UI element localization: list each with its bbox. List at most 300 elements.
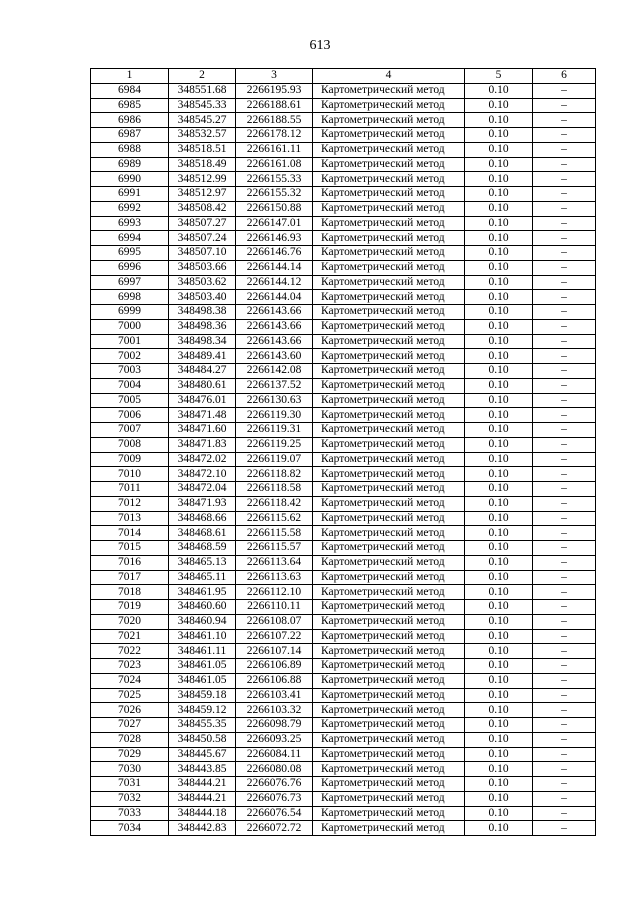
- accuracy-cell: 0.10: [465, 364, 533, 379]
- point-number-cell: 7033: [91, 806, 169, 821]
- table-row: [91, 526, 596, 541]
- method-cell: Картометрический метод: [313, 187, 465, 202]
- x-coordinate-cell: 348489.41: [169, 349, 236, 364]
- y-coordinate-cell: 2266144.14: [236, 260, 313, 275]
- x-coordinate-cell: 348445.67: [169, 747, 236, 762]
- column-header: 3: [236, 69, 313, 84]
- coordinates-table: [90, 68, 596, 836]
- point-number-cell: 6995: [91, 246, 169, 261]
- accuracy-cell: 0.10: [465, 644, 533, 659]
- accuracy-cell: 0.10: [465, 718, 533, 733]
- note-cell: –: [533, 806, 596, 821]
- x-coordinate-cell: 348471.83: [169, 437, 236, 452]
- point-number-cell: 7029: [91, 747, 169, 762]
- point-number-cell: 6991: [91, 187, 169, 202]
- table-row: [91, 747, 596, 762]
- point-number-cell: 7027: [91, 718, 169, 733]
- y-coordinate-cell: 2266119.07: [236, 452, 313, 467]
- y-coordinate-cell: 2266113.64: [236, 555, 313, 570]
- x-coordinate-cell: 348498.36: [169, 319, 236, 334]
- accuracy-cell: 0.10: [465, 659, 533, 674]
- method-cell: Картометрический метод: [313, 305, 465, 320]
- y-coordinate-cell: 2266115.57: [236, 541, 313, 556]
- note-cell: –: [533, 275, 596, 290]
- y-coordinate-cell: 2266130.63: [236, 393, 313, 408]
- y-coordinate-cell: 2266113.63: [236, 570, 313, 585]
- y-coordinate-cell: 2266178.12: [236, 128, 313, 143]
- table-body: [91, 83, 596, 835]
- y-coordinate-cell: 2266106.88: [236, 673, 313, 688]
- column-header: 6: [533, 69, 596, 84]
- table-row: [91, 113, 596, 128]
- point-number-cell: 7005: [91, 393, 169, 408]
- accuracy-cell: 0.10: [465, 762, 533, 777]
- note-cell: –: [533, 290, 596, 305]
- point-number-cell: 7016: [91, 555, 169, 570]
- point-number-cell: 6986: [91, 113, 169, 128]
- x-coordinate-cell: 348476.01: [169, 393, 236, 408]
- method-cell: Картометрический метод: [313, 777, 465, 792]
- point-number-cell: 7015: [91, 541, 169, 556]
- y-coordinate-cell: 2266195.93: [236, 83, 313, 98]
- note-cell: –: [533, 305, 596, 320]
- method-cell: Картометрический метод: [313, 393, 465, 408]
- column-header: 5: [465, 69, 533, 84]
- accuracy-cell: 0.10: [465, 703, 533, 718]
- table-row: [91, 378, 596, 393]
- x-coordinate-cell: 348461.11: [169, 644, 236, 659]
- y-coordinate-cell: 2266155.33: [236, 172, 313, 187]
- y-coordinate-cell: 2266143.66: [236, 305, 313, 320]
- method-cell: Картометрический метод: [313, 378, 465, 393]
- y-coordinate-cell: 2266076.76: [236, 777, 313, 792]
- method-cell: Картометрический метод: [313, 659, 465, 674]
- method-cell: Картометрический метод: [313, 555, 465, 570]
- table-row: [91, 688, 596, 703]
- x-coordinate-cell: 348468.59: [169, 541, 236, 556]
- point-number-cell: 6987: [91, 128, 169, 143]
- x-coordinate-cell: 348460.60: [169, 600, 236, 615]
- method-cell: Картометрический метод: [313, 128, 465, 143]
- accuracy-cell: 0.10: [465, 290, 533, 305]
- x-coordinate-cell: 348461.05: [169, 659, 236, 674]
- y-coordinate-cell: 2266142.08: [236, 364, 313, 379]
- x-coordinate-cell: 348503.62: [169, 275, 236, 290]
- y-coordinate-cell: 2266161.08: [236, 157, 313, 172]
- accuracy-cell: 0.10: [465, 467, 533, 482]
- x-coordinate-cell: 348498.34: [169, 334, 236, 349]
- note-cell: –: [533, 260, 596, 275]
- method-cell: Картометрический метод: [313, 275, 465, 290]
- point-number-cell: 7013: [91, 511, 169, 526]
- y-coordinate-cell: 2266147.01: [236, 216, 313, 231]
- note-cell: –: [533, 334, 596, 349]
- note-cell: –: [533, 408, 596, 423]
- method-cell: Картометрический метод: [313, 260, 465, 275]
- method-cell: Картометрический метод: [313, 747, 465, 762]
- note-cell: –: [533, 614, 596, 629]
- accuracy-cell: 0.10: [465, 806, 533, 821]
- method-cell: Картометрический метод: [313, 541, 465, 556]
- x-coordinate-cell: 348461.10: [169, 629, 236, 644]
- table-row: [91, 98, 596, 113]
- y-coordinate-cell: 2266093.25: [236, 732, 313, 747]
- page-number: 613: [309, 38, 331, 53]
- x-coordinate-cell: 348472.04: [169, 482, 236, 497]
- y-coordinate-cell: 2266084.11: [236, 747, 313, 762]
- accuracy-cell: 0.10: [465, 511, 533, 526]
- point-number-cell: 7022: [91, 644, 169, 659]
- note-cell: –: [533, 364, 596, 379]
- accuracy-cell: 0.10: [465, 437, 533, 452]
- method-cell: Картометрический метод: [313, 496, 465, 511]
- y-coordinate-cell: 2266119.31: [236, 423, 313, 438]
- method-cell: Картометрический метод: [313, 290, 465, 305]
- note-cell: –: [533, 452, 596, 467]
- accuracy-cell: 0.10: [465, 349, 533, 364]
- accuracy-cell: 0.10: [465, 187, 533, 202]
- y-coordinate-cell: 2266188.55: [236, 113, 313, 128]
- point-number-cell: 7028: [91, 732, 169, 747]
- point-number-cell: 7020: [91, 614, 169, 629]
- x-coordinate-cell: 348518.49: [169, 157, 236, 172]
- note-cell: –: [533, 541, 596, 556]
- table-row: [91, 393, 596, 408]
- y-coordinate-cell: 2266110.11: [236, 600, 313, 615]
- table-row: [91, 821, 596, 836]
- note-cell: –: [533, 747, 596, 762]
- y-coordinate-cell: 2266115.58: [236, 526, 313, 541]
- point-number-cell: 6985: [91, 98, 169, 113]
- point-number-cell: 7009: [91, 452, 169, 467]
- table-row: [91, 482, 596, 497]
- accuracy-cell: 0.10: [465, 246, 533, 261]
- note-cell: –: [533, 732, 596, 747]
- y-coordinate-cell: 2266188.61: [236, 98, 313, 113]
- point-number-cell: 6994: [91, 231, 169, 246]
- point-number-cell: 7034: [91, 821, 169, 836]
- note-cell: –: [533, 482, 596, 497]
- accuracy-cell: 0.10: [465, 555, 533, 570]
- method-cell: Картометрический метод: [313, 614, 465, 629]
- point-number-cell: 7031: [91, 777, 169, 792]
- x-coordinate-cell: 348545.27: [169, 113, 236, 128]
- point-number-cell: 6990: [91, 172, 169, 187]
- accuracy-cell: 0.10: [465, 319, 533, 334]
- note-cell: –: [533, 821, 596, 836]
- point-number-cell: 6998: [91, 290, 169, 305]
- accuracy-cell: 0.10: [465, 541, 533, 556]
- x-coordinate-cell: 348444.21: [169, 777, 236, 792]
- y-coordinate-cell: 2266144.04: [236, 290, 313, 305]
- accuracy-cell: 0.10: [465, 732, 533, 747]
- y-coordinate-cell: 2266107.14: [236, 644, 313, 659]
- table-row: [91, 201, 596, 216]
- accuracy-cell: 0.10: [465, 482, 533, 497]
- y-coordinate-cell: 2266161.11: [236, 142, 313, 157]
- x-coordinate-cell: 348551.68: [169, 83, 236, 98]
- y-coordinate-cell: 2266080.08: [236, 762, 313, 777]
- accuracy-cell: 0.10: [465, 614, 533, 629]
- table-row: [91, 467, 596, 482]
- table-row: [91, 703, 596, 718]
- x-coordinate-cell: 348471.93: [169, 496, 236, 511]
- y-coordinate-cell: 2266106.89: [236, 659, 313, 674]
- x-coordinate-cell: 348461.95: [169, 585, 236, 600]
- note-cell: –: [533, 585, 596, 600]
- y-coordinate-cell: 2266146.76: [236, 246, 313, 261]
- column-header: 1: [91, 69, 169, 84]
- table-row: [91, 541, 596, 556]
- x-coordinate-cell: 348471.48: [169, 408, 236, 423]
- table-row: [91, 600, 596, 615]
- method-cell: Картометрический метод: [313, 526, 465, 541]
- note-cell: –: [533, 600, 596, 615]
- x-coordinate-cell: 348444.18: [169, 806, 236, 821]
- column-header: 2: [169, 69, 236, 84]
- x-coordinate-cell: 348512.97: [169, 187, 236, 202]
- method-cell: Картометрический метод: [313, 364, 465, 379]
- table-row: [91, 555, 596, 570]
- accuracy-cell: 0.10: [465, 673, 533, 688]
- method-cell: Картометрический метод: [313, 408, 465, 423]
- accuracy-cell: 0.10: [465, 275, 533, 290]
- x-coordinate-cell: 348459.12: [169, 703, 236, 718]
- accuracy-cell: 0.10: [465, 600, 533, 615]
- x-coordinate-cell: 348465.11: [169, 570, 236, 585]
- accuracy-cell: 0.10: [465, 570, 533, 585]
- method-cell: Картометрический метод: [313, 83, 465, 98]
- accuracy-cell: 0.10: [465, 172, 533, 187]
- note-cell: –: [533, 378, 596, 393]
- x-coordinate-cell: 348468.66: [169, 511, 236, 526]
- method-cell: Картометрический метод: [313, 703, 465, 718]
- method-cell: Картометрический метод: [313, 246, 465, 261]
- y-coordinate-cell: 2266118.82: [236, 467, 313, 482]
- note-cell: –: [533, 113, 596, 128]
- note-cell: –: [533, 157, 596, 172]
- method-cell: Картометрический метод: [313, 98, 465, 113]
- note-cell: –: [533, 319, 596, 334]
- method-cell: Картометрический метод: [313, 511, 465, 526]
- y-coordinate-cell: 2266143.66: [236, 334, 313, 349]
- x-coordinate-cell: 348508.42: [169, 201, 236, 216]
- y-coordinate-cell: 2266107.22: [236, 629, 313, 644]
- x-coordinate-cell: 348471.60: [169, 423, 236, 438]
- note-cell: –: [533, 231, 596, 246]
- accuracy-cell: 0.10: [465, 496, 533, 511]
- x-coordinate-cell: 348468.61: [169, 526, 236, 541]
- accuracy-cell: 0.10: [465, 98, 533, 113]
- method-cell: Картометрический метод: [313, 673, 465, 688]
- accuracy-cell: 0.10: [465, 83, 533, 98]
- table-row: [91, 275, 596, 290]
- accuracy-cell: 0.10: [465, 305, 533, 320]
- table-row: [91, 349, 596, 364]
- accuracy-cell: 0.10: [465, 260, 533, 275]
- x-coordinate-cell: 348465.13: [169, 555, 236, 570]
- method-cell: Картометрический метод: [313, 172, 465, 187]
- y-coordinate-cell: 2266072.72: [236, 821, 313, 836]
- method-cell: Картометрический метод: [313, 467, 465, 482]
- point-number-cell: 7003: [91, 364, 169, 379]
- x-coordinate-cell: 348472.02: [169, 452, 236, 467]
- x-coordinate-cell: 348444.21: [169, 791, 236, 806]
- table-row: [91, 511, 596, 526]
- y-coordinate-cell: 2266098.79: [236, 718, 313, 733]
- x-coordinate-cell: 348480.61: [169, 378, 236, 393]
- x-coordinate-cell: 348443.85: [169, 762, 236, 777]
- x-coordinate-cell: 348503.66: [169, 260, 236, 275]
- y-coordinate-cell: 2266103.41: [236, 688, 313, 703]
- y-coordinate-cell: 2266076.54: [236, 806, 313, 821]
- x-coordinate-cell: 348507.24: [169, 231, 236, 246]
- method-cell: Картометрический метод: [313, 732, 465, 747]
- table-row: [91, 231, 596, 246]
- accuracy-cell: 0.10: [465, 128, 533, 143]
- point-number-cell: 7021: [91, 629, 169, 644]
- accuracy-cell: 0.10: [465, 142, 533, 157]
- method-cell: Картометрический метод: [313, 718, 465, 733]
- note-cell: –: [533, 659, 596, 674]
- table-row: [91, 319, 596, 334]
- note-cell: –: [533, 98, 596, 113]
- point-number-cell: 6996: [91, 260, 169, 275]
- table-row: [91, 216, 596, 231]
- method-cell: Картометрический метод: [313, 585, 465, 600]
- table-row: [91, 777, 596, 792]
- table-row: [91, 806, 596, 821]
- note-cell: –: [533, 423, 596, 438]
- method-cell: Картометрический метод: [313, 688, 465, 703]
- table-row: [91, 452, 596, 467]
- x-coordinate-cell: 348472.10: [169, 467, 236, 482]
- point-number-cell: 7004: [91, 378, 169, 393]
- accuracy-cell: 0.10: [465, 526, 533, 541]
- table-row: [91, 762, 596, 777]
- table-row: [91, 732, 596, 747]
- y-coordinate-cell: 2266155.32: [236, 187, 313, 202]
- accuracy-cell: 0.10: [465, 423, 533, 438]
- method-cell: Картометрический метод: [313, 629, 465, 644]
- y-coordinate-cell: 2266119.25: [236, 437, 313, 452]
- note-cell: –: [533, 216, 596, 231]
- table-row: [91, 673, 596, 688]
- table-row: [91, 423, 596, 438]
- note-cell: –: [533, 555, 596, 570]
- method-cell: Картометрический метод: [313, 231, 465, 246]
- accuracy-cell: 0.10: [465, 777, 533, 792]
- note-cell: –: [533, 496, 596, 511]
- note-cell: –: [533, 172, 596, 187]
- accuracy-cell: 0.10: [465, 791, 533, 806]
- table-row: [91, 614, 596, 629]
- x-coordinate-cell: 348512.99: [169, 172, 236, 187]
- table-row: [91, 585, 596, 600]
- method-cell: Картометрический метод: [313, 600, 465, 615]
- x-coordinate-cell: 348507.27: [169, 216, 236, 231]
- table-row: [91, 260, 596, 275]
- method-cell: Картометрический метод: [313, 113, 465, 128]
- table-row: [91, 128, 596, 143]
- table-row: [91, 659, 596, 674]
- x-coordinate-cell: 348442.83: [169, 821, 236, 836]
- method-cell: Картометрический метод: [313, 762, 465, 777]
- point-number-cell: 6999: [91, 305, 169, 320]
- x-coordinate-cell: 348450.58: [169, 732, 236, 747]
- x-coordinate-cell: 348460.94: [169, 614, 236, 629]
- x-coordinate-cell: 348498.38: [169, 305, 236, 320]
- note-cell: –: [533, 688, 596, 703]
- note-cell: –: [533, 703, 596, 718]
- method-cell: Картометрический метод: [313, 437, 465, 452]
- x-coordinate-cell: 348532.57: [169, 128, 236, 143]
- table-row: [91, 187, 596, 202]
- y-coordinate-cell: 2266143.60: [236, 349, 313, 364]
- y-coordinate-cell: 2266146.93: [236, 231, 313, 246]
- point-number-cell: 7026: [91, 703, 169, 718]
- point-number-cell: 6992: [91, 201, 169, 216]
- y-coordinate-cell: 2266143.66: [236, 319, 313, 334]
- accuracy-cell: 0.10: [465, 113, 533, 128]
- y-coordinate-cell: 2266150.88: [236, 201, 313, 216]
- x-coordinate-cell: 348518.51: [169, 142, 236, 157]
- accuracy-cell: 0.10: [465, 157, 533, 172]
- point-number-cell: 6993: [91, 216, 169, 231]
- method-cell: Картометрический метод: [313, 423, 465, 438]
- point-number-cell: 7024: [91, 673, 169, 688]
- y-coordinate-cell: 2266118.58: [236, 482, 313, 497]
- note-cell: –: [533, 467, 596, 482]
- point-number-cell: 7002: [91, 349, 169, 364]
- note-cell: –: [533, 777, 596, 792]
- accuracy-cell: 0.10: [465, 747, 533, 762]
- method-cell: Картометрический метод: [313, 349, 465, 364]
- table-row: [91, 305, 596, 320]
- point-number-cell: 7006: [91, 408, 169, 423]
- table-row: [91, 334, 596, 349]
- table-row: [91, 570, 596, 585]
- accuracy-cell: 0.10: [465, 688, 533, 703]
- note-cell: –: [533, 187, 596, 202]
- point-number-cell: 7030: [91, 762, 169, 777]
- method-cell: Картометрический метод: [313, 334, 465, 349]
- table-row: [91, 172, 596, 187]
- accuracy-cell: 0.10: [465, 393, 533, 408]
- table-row: [91, 629, 596, 644]
- header-row: [91, 69, 596, 84]
- note-cell: –: [533, 349, 596, 364]
- accuracy-cell: 0.10: [465, 334, 533, 349]
- point-number-cell: 7017: [91, 570, 169, 585]
- accuracy-cell: 0.10: [465, 378, 533, 393]
- table-row: [91, 791, 596, 806]
- method-cell: Картометрический метод: [313, 570, 465, 585]
- method-cell: Картометрический метод: [313, 319, 465, 334]
- y-coordinate-cell: 2266119.30: [236, 408, 313, 423]
- method-cell: Картометрический метод: [313, 482, 465, 497]
- table-row: [91, 496, 596, 511]
- accuracy-cell: 0.10: [465, 629, 533, 644]
- point-number-cell: 7019: [91, 600, 169, 615]
- note-cell: –: [533, 570, 596, 585]
- point-number-cell: 7001: [91, 334, 169, 349]
- point-number-cell: 7010: [91, 467, 169, 482]
- note-cell: –: [533, 718, 596, 733]
- accuracy-cell: 0.10: [465, 821, 533, 836]
- point-number-cell: 7012: [91, 496, 169, 511]
- table-row: [91, 157, 596, 172]
